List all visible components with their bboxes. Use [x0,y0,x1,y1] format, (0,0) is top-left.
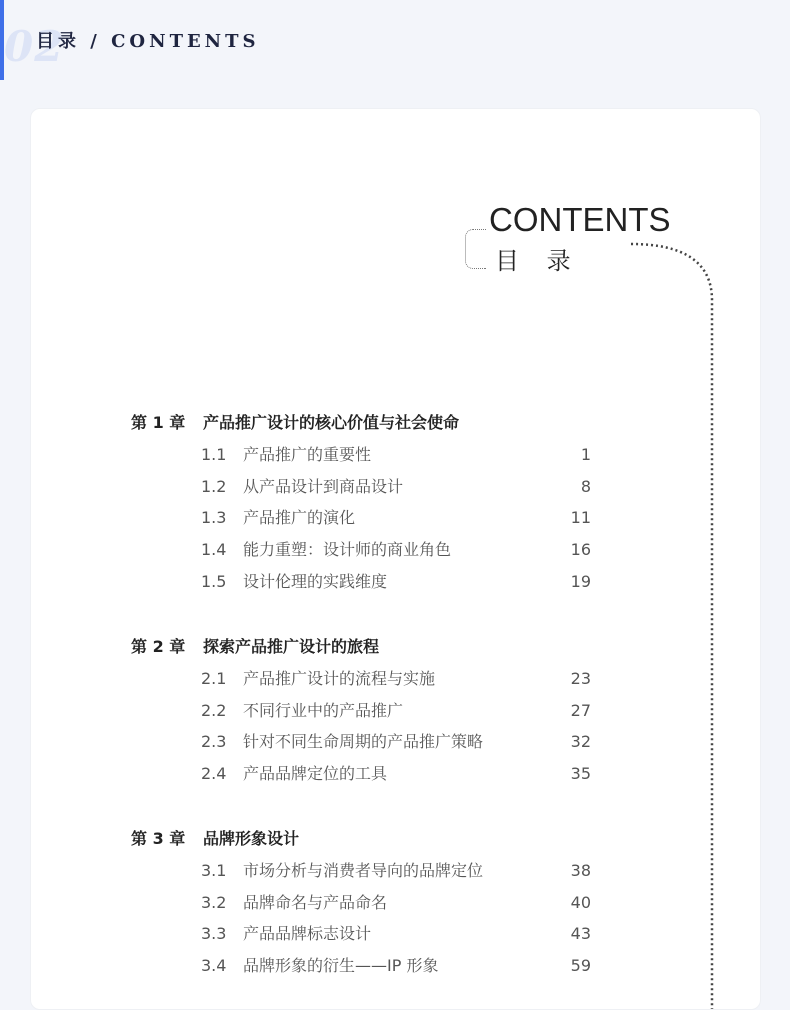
section-title: 从产品设计到商品设计 [243,476,404,496]
section-number: 3.1 [201,861,227,880]
chapter-number: 第 2 章 [131,637,186,656]
chapter-title: 产品推广设计的核心价值与社会使命 [203,413,460,432]
toc-entry[interactable] [131,855,591,887]
chapter-heading[interactable] [131,635,379,659]
section-number: 1.1 [201,445,227,464]
section-title: 能力重塑：设计师的商业角色 [243,540,452,560]
toc-entry[interactable] [131,566,591,598]
section-number: 1.2 [201,476,227,496]
chapter-2 [131,635,591,790]
section-page: 11 [570,508,591,528]
section-number: 2.2 [201,700,227,720]
toc-entry[interactable] [131,663,591,695]
chapter-title: 探索产品推广设计的旅程 [203,637,380,656]
section-page: 38 [570,861,591,880]
chapter-title: 品牌形象设计 [203,829,300,848]
chapter-heading[interactable] [131,411,459,435]
toc-entry[interactable] [131,918,591,950]
section-page: 43 [570,924,591,944]
section-title: 设计伦理的实践维度 [243,571,388,591]
toc-entry[interactable] [131,887,591,919]
section-title: 产品推广设计的流程与实施 [243,669,436,688]
chapter-number: 第 3 章 [131,829,186,848]
section-title: 产品品牌定位的工具 [243,764,388,784]
section-title: 不同行业中的产品推广 [243,700,404,720]
chapter-heading[interactable] [131,827,299,851]
header-ghost-number: 02 [4,22,65,71]
toc-heading-en: CONTENTS [489,201,671,238]
section-number: 2.1 [201,669,227,688]
section-number: 2.4 [201,764,227,784]
toc-heading-zh: 目 录 [495,247,581,275]
toc-entry[interactable] [131,695,591,727]
section-number: 1.4 [201,540,227,560]
section-title: 品牌命名与产品命名 [243,892,388,912]
section-page: 19 [570,571,591,591]
section-page: 1 [580,445,591,464]
section-page: 35 [570,764,591,784]
toc-entry[interactable] [131,758,591,790]
section-title: 市场分析与消费者导向的品牌定位 [243,861,484,880]
toc-entry[interactable] [131,439,591,471]
chapter-number: 第 1 章 [131,413,186,432]
header-bar [0,0,790,80]
section-title: 产品推广的重要性 [243,445,372,464]
section-title: 针对不同生命周期的产品推广策略 [243,732,484,752]
header-title: 目录 / CONTENTS [36,31,260,52]
section-page: 8 [580,476,591,496]
heading-bracket-icon [465,229,486,269]
toc-entry[interactable] [131,950,591,982]
section-number: 1.5 [201,571,227,591]
toc-entry[interactable] [131,471,591,503]
section-number: 3.4 [201,956,227,976]
section-page: 23 [570,669,591,688]
section-title: 产品推广的演化 [243,508,356,528]
chapter-1 [131,411,591,597]
toc-entry[interactable] [131,726,591,758]
section-page: 16 [570,540,591,560]
section-number: 2.3 [201,732,227,752]
section-number: 1.3 [201,508,227,528]
toc-entry[interactable] [131,534,591,566]
section-number: 3.3 [201,924,227,944]
section-number: 3.2 [201,892,227,912]
chapter-3 [131,827,591,982]
section-page: 27 [570,700,591,720]
section-title: 品牌形象的衍生——IP 形象 [243,956,439,976]
toc-entry[interactable] [131,502,591,534]
section-page: 40 [570,892,591,912]
section-title: 产品品牌标志设计 [243,924,372,944]
toc-page-card [30,108,761,1010]
section-page: 59 [570,956,591,976]
section-page: 32 [570,732,591,752]
